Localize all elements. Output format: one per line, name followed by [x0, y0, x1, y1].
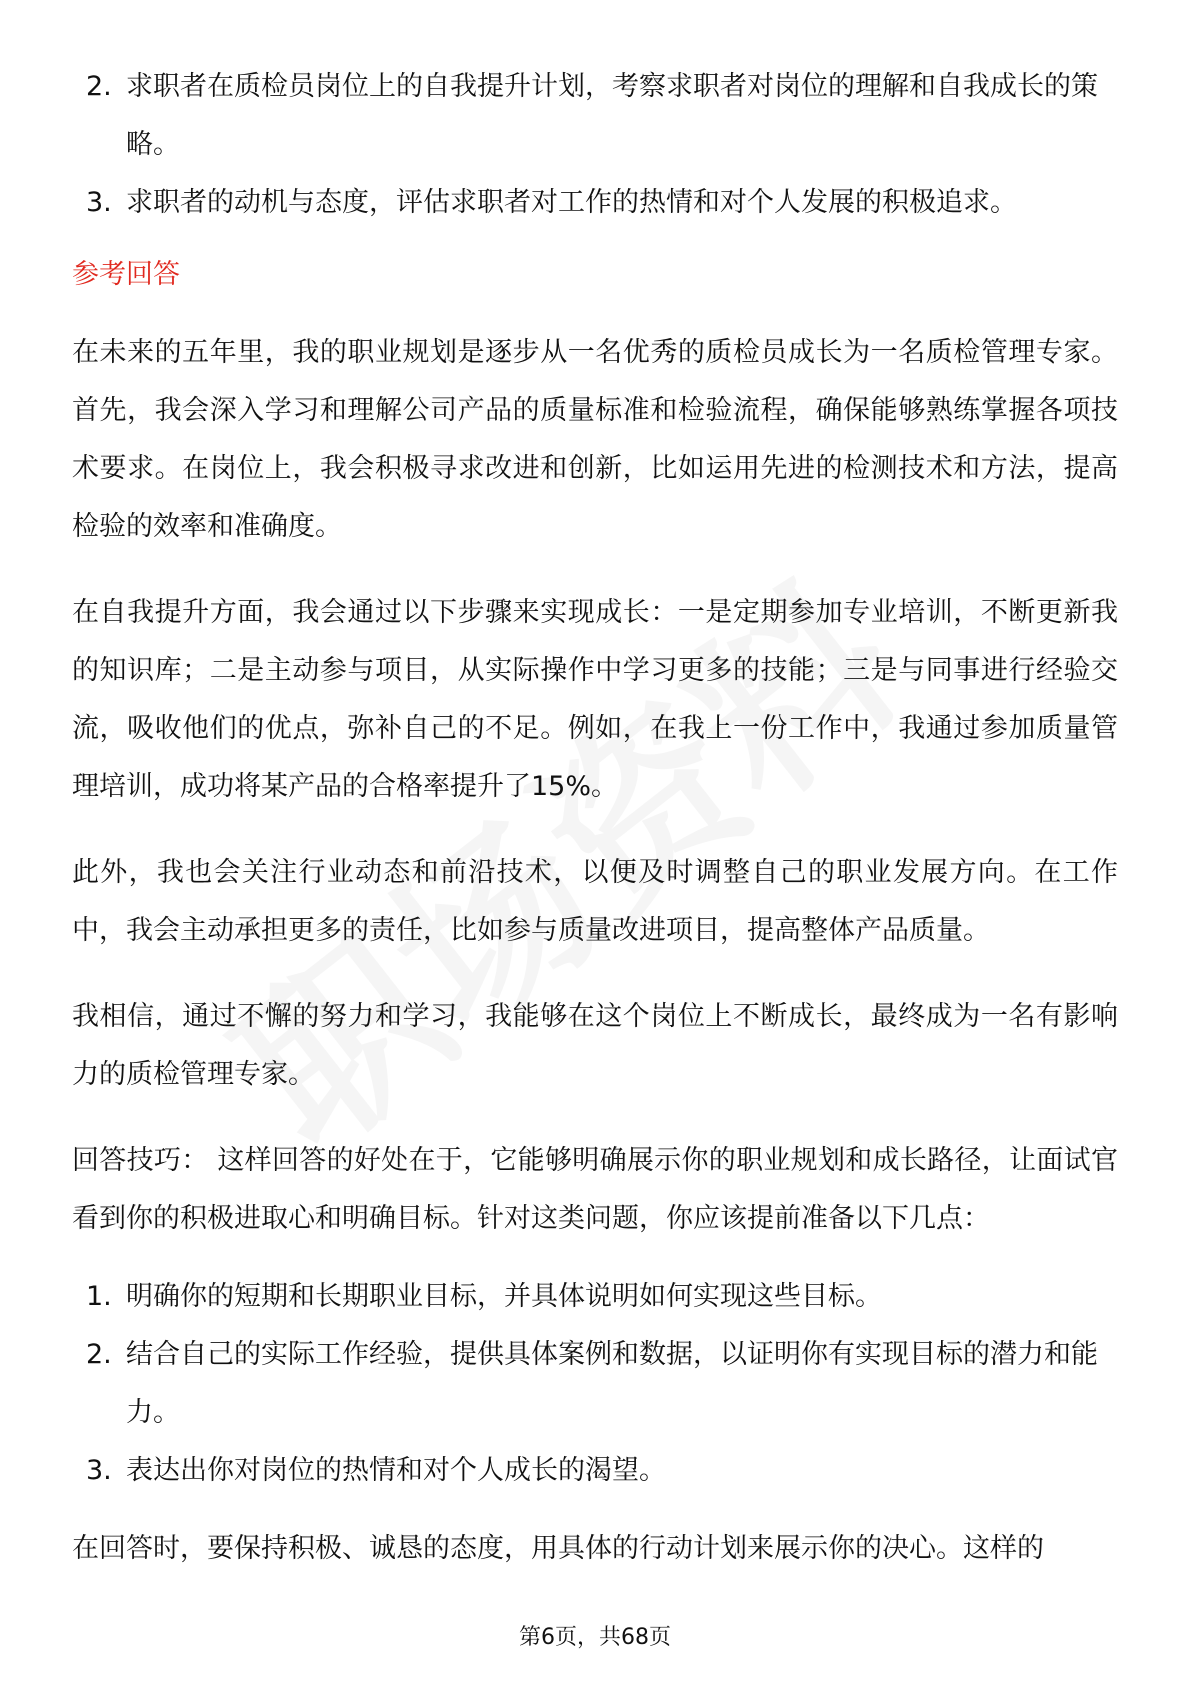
list-item-number: 2. [86, 1339, 112, 1370]
top-numbered-list [72, 58, 1118, 232]
page-number-footer: 第6页，共68页 [519, 1625, 671, 1650]
list-item [72, 1326, 1118, 1442]
page-content [72, 58, 1118, 1606]
tip-numbered-list [72, 1268, 1118, 1500]
list-item [72, 174, 1118, 232]
answer-paragraph: 此外，我也会关注行业动态和前沿技术，以便及时调整自己的职业发展方向。在工作中，我会主动承担更多的责任，比如参与质量改进项目，提高整体产品质量。 [72, 857, 1118, 946]
list-item-text: 求职者的动机与态度，评估求职者对工作的热情和对个人发展的积极追求。 [126, 187, 1017, 218]
answer-paragraph: 我相信，通过不懈的努力和学习，我能够在这个岗位上不断成长，最终成为一名有影响力的质检管理专家。 [72, 1001, 1118, 1090]
answer-paragraph: 在自我提升方面，我会通过以下步骤来实现成长：一是定期参加专业培训，不断更新我的知识库；二是主动参与项目，从实际操作中学习更多的技能；三是与同事进行经验交流，吸收他们的优点，弥补自己的不足。例如，在我上一份工作中，我通过参加质量管理培训，成功将某产品的合格率提升了15%。 [72, 597, 1118, 802]
list-item-number: 2. [86, 71, 112, 102]
closing-paragraph: 在回答时，要保持积极、诚恳的态度，用具体的行动计划来展示你的决心。这样的 [72, 1533, 1044, 1564]
list-item-text: 明确你的短期和长期职业目标，并具体说明如何实现这些目标。 [126, 1281, 882, 1312]
list-item [72, 1442, 1118, 1500]
list-item [72, 58, 1118, 174]
list-item-text: 表达出你对岗位的热情和对个人成长的渴望。 [126, 1455, 666, 1486]
tip-paragraph: 回答技巧： 这样回答的好处在于，它能够明确展示你的职业规划和成长路径，让面试官看到你的积极进取心和明确目标。针对这类问题，你应该提前准备以下几点： [72, 1145, 1118, 1234]
list-item-number: 1. [86, 1281, 112, 1312]
section-title: 参考回答 [72, 259, 180, 290]
list-item [72, 1268, 1118, 1326]
answer-paragraph: 在未来的五年里，我的职业规划是逐步从一名优秀的质检员成长为一名质检管理专家。首先，我会深入学习和理解公司产品的质量标准和检验流程，确保能够熟练掌握各项技术要求。在岗位上，我会积极寻求改进和创新，比如运用先进的检测技术和方法，提高检验的效率和准确度。 [72, 337, 1118, 542]
list-item-number: 3. [86, 187, 112, 218]
list-item-number: 3. [86, 1455, 112, 1486]
list-item-text: 结合自己的实际工作经验，提供具体案例和数据，以证明你有实现目标的潜力和能力。 [126, 1339, 1098, 1428]
list-item-text: 求职者在质检员岗位上的自我提升计划，考察求职者对岗位的理解和自我成长的策略。 [126, 71, 1098, 160]
